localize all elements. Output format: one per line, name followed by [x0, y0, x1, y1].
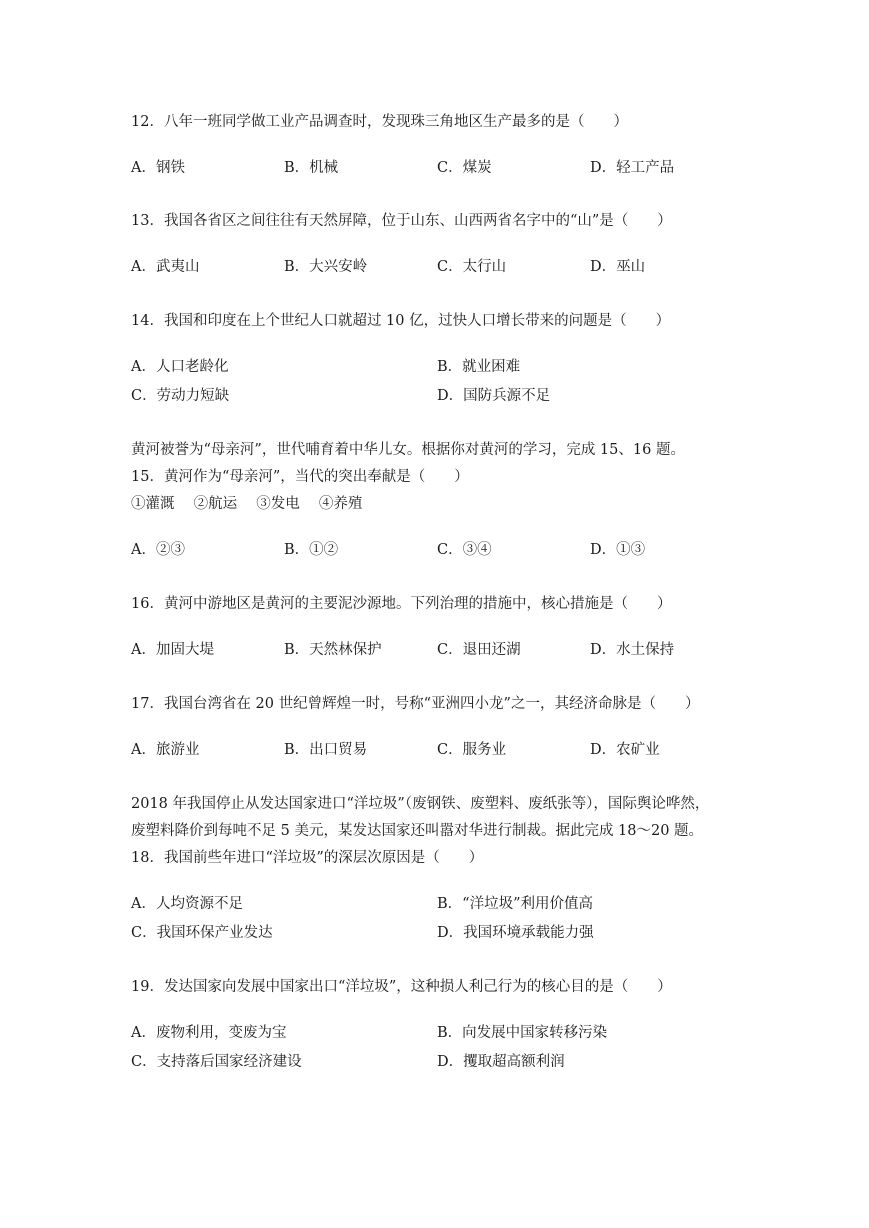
question-17-stem: 17．我国台湾省在 20 世纪曾辉煌一时，号称“亚洲四小龙”之一，其经济命脉是（ ） — [131, 696, 700, 712]
option-d: D．我国环境承载能力强 — [437, 925, 594, 941]
question-15-options — [131, 540, 771, 560]
option-c: C．太行山 — [437, 259, 507, 275]
passage-18-20-line1: 2018 年我国停止从发达国家进口“洋垃圾”（废钢铁、废塑料、废纸张等），国际舆论哗然， — [131, 796, 710, 812]
option-c: C．退田还湖 — [437, 642, 521, 658]
option-c: C．我国环保产业发达 — [131, 925, 273, 941]
question-18-stem: 18．我国前些年进口“洋垃圾”的深层次原因是（ ） — [131, 850, 484, 866]
option-c: C．煤炭 — [437, 160, 492, 176]
option-c: C．③④ — [437, 542, 492, 558]
option-d: D．攫取超高额利润 — [437, 1054, 565, 1070]
option-d: D．农矿业 — [590, 742, 660, 758]
option-d: D．巫山 — [590, 259, 646, 275]
question-13-stem: 13．我国各省区之间往往有天然屏障，位于山东、山西两省名字中的“山”是（ ） — [131, 213, 672, 229]
option-b: B．①② — [284, 542, 339, 558]
option-a: A．②③ — [131, 542, 185, 558]
option-b: B．大兴安岭 — [284, 259, 368, 275]
question-14-options-row1 — [131, 357, 771, 377]
option-b: B．向发展中国家转移污染 — [437, 1025, 608, 1041]
question-13-options — [131, 257, 771, 277]
option-c: C．支持落后国家经济建设 — [131, 1054, 302, 1070]
option-b: B．天然林保护 — [284, 642, 382, 658]
option-d: D．①③ — [590, 542, 646, 558]
question-18-options-row1 — [131, 894, 771, 914]
option-b: B．出口贸易 — [284, 742, 368, 758]
option-a: A．钢铁 — [131, 160, 185, 176]
question-18-options-row2 — [131, 923, 771, 943]
question-19-options-row1 — [131, 1023, 771, 1043]
question-16-options — [131, 640, 771, 660]
question-19-options-row2 — [131, 1052, 771, 1072]
question-12-stem: 12．八年一班同学做工业产品调查时，发现珠三角地区生产最多的是（ ） — [131, 114, 628, 130]
question-14-options-row2 — [131, 386, 771, 406]
option-d: D．水土保持 — [590, 642, 675, 658]
option-b: B．就业困难 — [437, 359, 521, 375]
option-d: D．轻工产品 — [590, 160, 675, 176]
option-a: A．武夷山 — [131, 259, 200, 275]
question-15-stem: 15．黄河作为“母亲河”，当代的突出奉献是（ ） — [131, 469, 469, 485]
option-b: B．机械 — [284, 160, 339, 176]
option-a: A．旅游业 — [131, 742, 200, 758]
option-a: A．人均资源不足 — [131, 896, 243, 912]
option-a: A．废物利用，变废为宝 — [131, 1025, 287, 1041]
option-a: A．人口老龄化 — [131, 359, 229, 375]
option-c: C．服务业 — [437, 742, 507, 758]
question-16-stem: 16．黄河中游地区是黄河的主要泥沙源地。下列治理的措施中，核心措施是（ ） — [131, 596, 672, 612]
question-12-options — [131, 158, 771, 178]
question-19-stem: 19．发达国家向发展中国家出口“洋垃圾”，这种损人利己行为的核心目的是（ ） — [131, 979, 672, 995]
option-a: A．加固大堤 — [131, 642, 214, 658]
passage-18-20-line2: 废塑料降价到每吨不足 5 美元，某发达国家还叫嚣对华进行制裁。据此完成 18～20 题。 — [131, 823, 704, 839]
question-17-options — [131, 740, 771, 760]
option-b: B．“洋垃圾”利用价值高 — [437, 896, 593, 912]
question-14-stem: 14．我国和印度在上个世纪人口就超过 10 亿，过快人口增长带来的问题是（ ） — [131, 313, 671, 329]
question-15-choices: ①灌溉 ②航运 ③发电 ④养殖 — [131, 496, 363, 512]
option-c: C．劳动力短缺 — [131, 388, 230, 404]
passage-15-16: 黄河被誉为“母亲河”，世代哺育着中华儿女。根据你对黄河的学习，完成 15、16 题。 — [131, 442, 685, 458]
option-d: D．国防兵源不足 — [437, 388, 551, 404]
